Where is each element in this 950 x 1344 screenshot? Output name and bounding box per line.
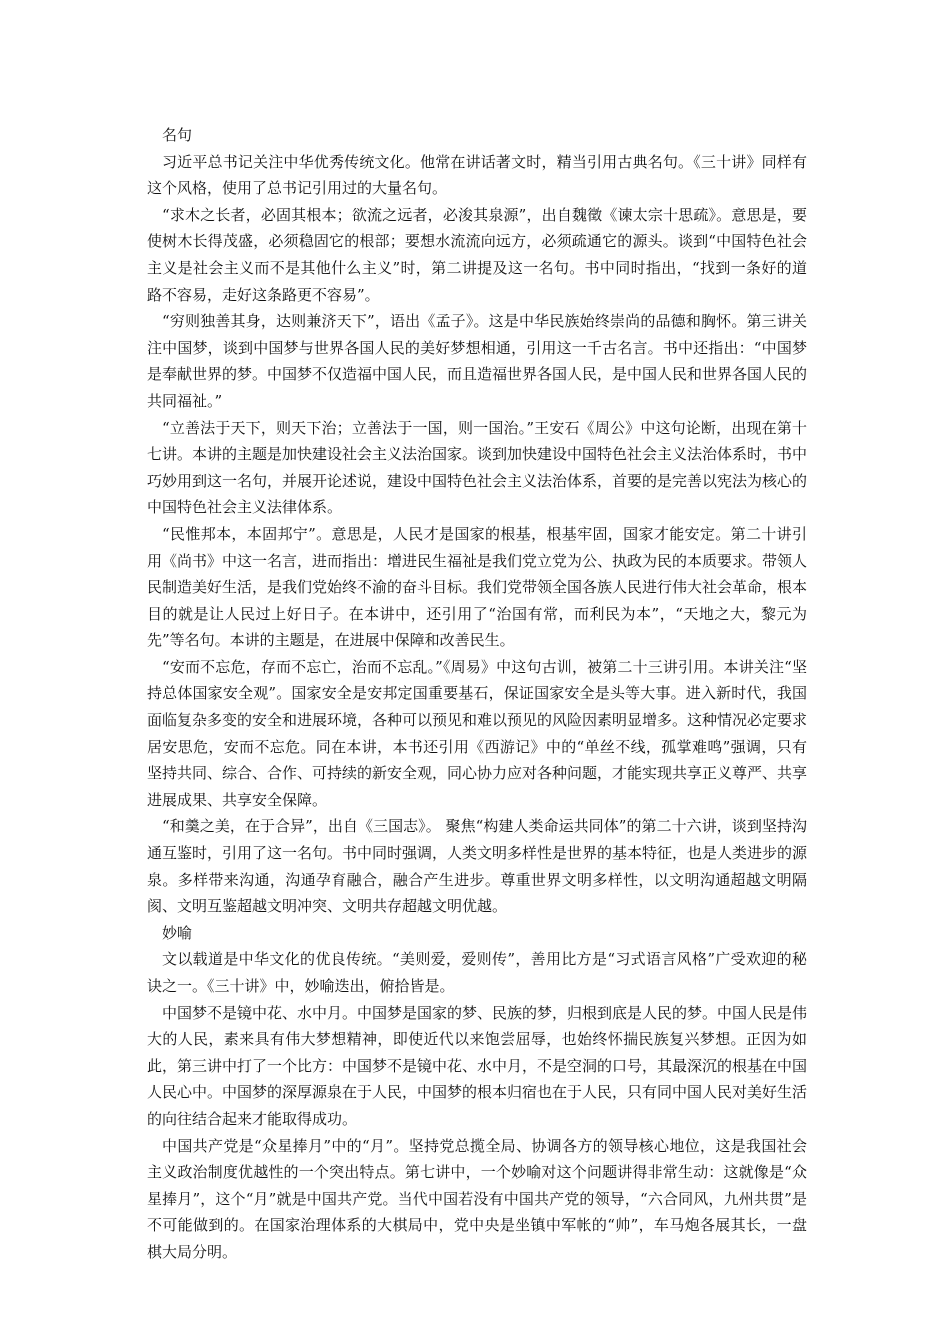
paragraph: “求木之长者，必固其根本；欲流之远者，必浚其泉源”，出自魏徵《谏太宗十思疏》。意思是，要使树木长得茂盛，必须稳固它的根部；要想水流流向远方，必须疏通它的源头。谈到“中国特色社会主义是社会主义而不是其他什么主义”时，第二讲提及这一名句。书中同时指出，“找到一条好的道路不容易，走好这条路更不容易”。 <box>147 205 807 304</box>
paragraph: 中国梦不是镜中花、水中月。中国梦是国家的梦、民族的梦，归根到底是人民的梦。中国人民是伟大的人民，素来具有伟大梦想精神，即使近代以来饱尝屈辱，也始终怀揣民族复兴梦想。正因为如此，第三讲中打了一个比方：中国梦不是镜中花、水中月，不是空洞的口号，其最深沉的根基在中国人民心中。中国梦的深厚源泉在于人民，中国梦的根本归宿也在于人民，只有同中国人民对美好生活的向往结合起来才能取得成功。 <box>147 1003 808 1128</box>
paragraph: 中国共产党是“众星捧月”中的“月”。坚持党总揽全局、协调各方的领导核心地位，这是我国社会主义政治制度优越性的一个突出特点。第七讲中，一个妙喻对这个问题讲得非常生动：这就像是“众星捧月”，这个“月”就是中国共产党。当代中国若没有中国共产党的领导，“六合同风，九州共贯”是不可能做到的。在国家治理体系的大棋局中，党中央是坐镇中军帐的“帅”，车马炮各展其长，一盘棋大局分明。 <box>147 1136 807 1261</box>
paragraph: “穷则独善其身，达则兼济天下”，语出《孟子》。这是中华民族始终崇尚的品德和胸怀。第三讲关注中国梦，谈到中国梦与世界各国人民的美好梦想相通，引用这一千古名言。书中还指出：“中国梦是奉献世界的梦。中国梦不仅造福中国人民，而且造福世界各国人民，是中国人民和世界各国人民的共同福祉。” <box>147 312 808 410</box>
document-body <box>147 122 807 1266</box>
paragraph: “民惟邦本，本固邦宁”。意思是，人民才是国家的根基，根基牢固，国家才能安定。第二十讲引用《尚书》中这一名言，进而指出：增进民生福祉是我们党立党为公、执政为民的本质要求。带领人民制造美好生活，是我们党始终不渝的奋斗目标。我们党带领全国各族人民进行伟大社会革命，根本目的就是让人民过上好日子。在本讲中，还引用了“治国有常，而利民为本”，“天地之大，黎元为先”等名句。本讲的主题是，在进展中保障和改善民生。 <box>147 524 808 650</box>
section-heading-famous-quotes: 名句 <box>162 126 193 144</box>
paragraph: 习近平总书记关注中华优秀传统文化。他常在讲话著文时，精当引用古典名句。《三十讲》同样有这个风格，使用了总书记引用过的大量名句。 <box>147 152 807 198</box>
section-heading-metaphors: 妙喻 <box>162 923 193 942</box>
paragraph: “立善法于天下，则天下治；立善法于一国，则一国治。”王安石《周公》中这句论断，出现在第十七讲。本讲的主题是加快建设社会主义法治国家。谈到加快建设中国特色社会主义法治体系时，书中巧妙用到这一名句，并展开论述说，建设中国特色社会主义法治体系，首要的是完善以宪法为核心的中国特色社会主义法律体系。 <box>147 418 808 517</box>
paragraph: “和羹之美，在于合异”，出自《三国志》。 聚焦“构建人类命运共同体”的第二十六讲，谈到坚持沟通互鉴时，引用了这一名句。书中同时强调，人类文明多样性是世界的基本特征，也是人类进步的源泉。多样带来沟通，沟通孕育融合，融合产生进步。尊重世界文明多样性，以文明沟通超越文明隔阂、文明互鉴超越文明冲突、文明共存超越文明优越。 <box>147 817 808 916</box>
paragraph: “安而不忘危，存而不忘亡，治而不忘乱。”《周易》中这句古训，被第二十三讲引用。本讲关注“坚持总体国家安全观”。国家安全是安邦定国重要基石，保证国家安全是头等大事。进入新时代，我国面临复杂多变的安全和进展环境，各种可以预见和难以预见的风险因素明显增多。这种情况必定要求居安思危，安而不忘危。同在本讲，本书还引用《西游记》中的“单丝不线，孤掌难鸣”强调，只有坚持共同、综合、合作、可持续的新安全观，同心协力应对各种问题，才能实现共享正义尊严、共享进展成果、共享安全保障。 <box>147 657 808 809</box>
paragraph: 文以载道是中华文化的优良传统。“美则爱，爱则传”，善用比方是“习式语言风格”广受欢迎的秘诀之一。《三十讲》中，妙喻迭出，俯拾皆是。 <box>147 950 807 995</box>
